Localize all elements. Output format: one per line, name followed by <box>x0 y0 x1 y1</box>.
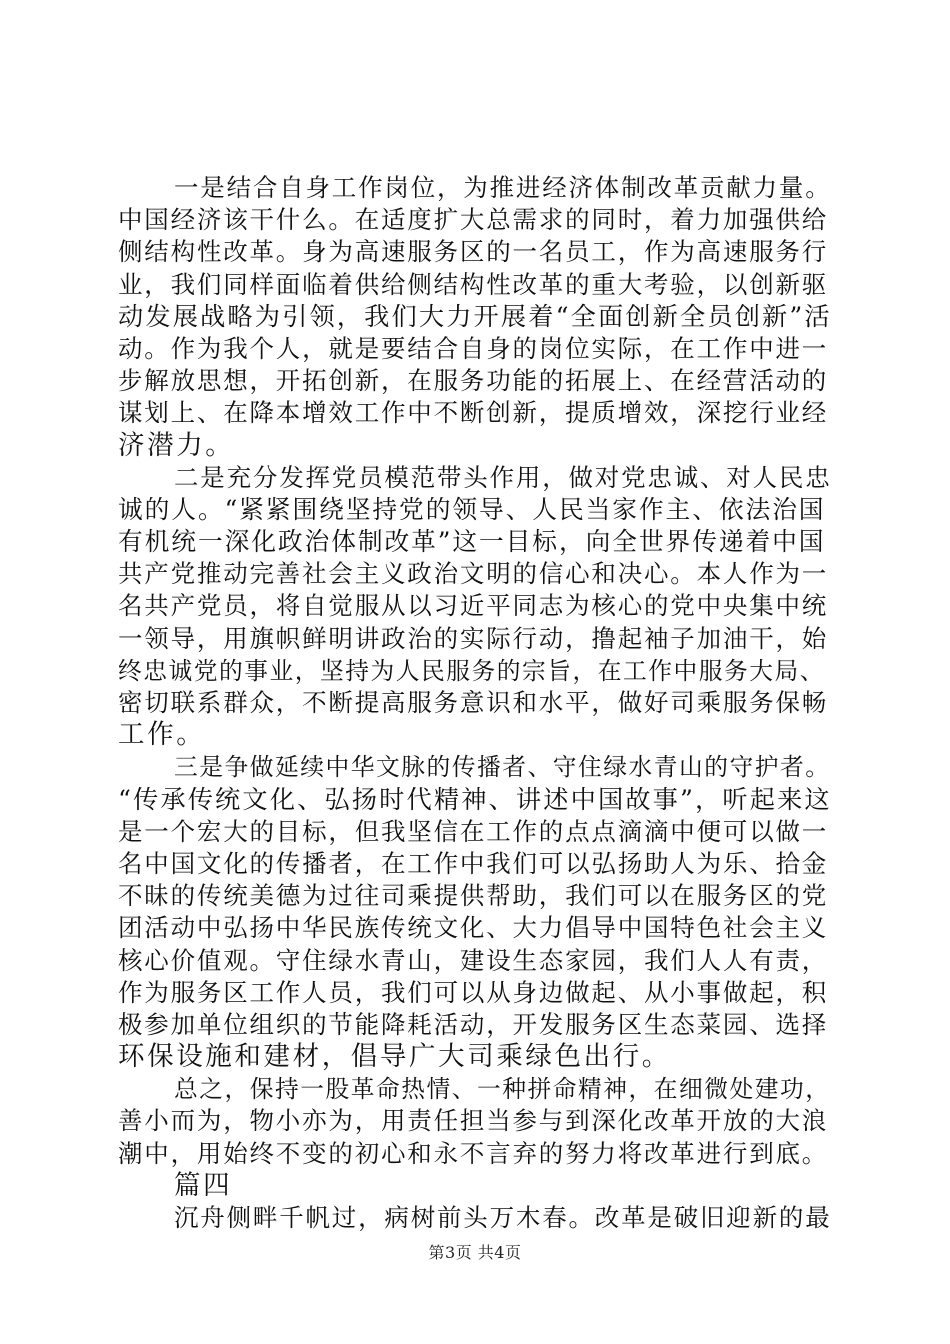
text-line: 环保设施和建材，倡导广大司乘绿色出行。 <box>118 1041 671 1073</box>
text-line: 谋划上、在降本增效工作中不断创新，提质增效，深挖行业经 <box>118 398 829 428</box>
text-line: 步解放思想，开拓创新，在服务功能的拓展上、在经营活动的 <box>118 366 829 396</box>
text-line: 侧结构性改革。身为高速服务区的一名员工，作为高速服务行 <box>118 237 829 267</box>
text-line: 篇四 <box>174 1169 233 1201</box>
text-line: 不昧的传统美德为过往司乘提供帮助，我们可以在服务区的党 <box>118 881 829 911</box>
text-line: 一是结合自身工作岗位，为推进经济体制改革贡献力量。 <box>174 173 832 202</box>
text-line: 极参加单位组织的节能降耗活动，开发服务区生态菜园、选择 <box>118 1009 829 1039</box>
text-line: 一领导，用旗帜鲜明讲政治的实际行动，撸起袖子加油干，始 <box>118 623 829 653</box>
text-line: 核心价值观。守住绿水青山，建设生态家园，我们人人有责， <box>118 945 829 975</box>
text-line: “传承传统文化、弘扬时代精神、讲述中国故事”，听起来这 <box>118 784 832 814</box>
text-line: 是一个宏大的目标，但我坚信在工作的点点滴滴中便可以做一 <box>118 816 829 846</box>
text-line: 动。作为我个人，就是要结合自身的岗位实际，在工作中进一 <box>118 333 829 363</box>
text-line: 动发展战略为引领，我们大力开展着“全面创新全员创新”活 <box>118 301 832 331</box>
text-line: 诚的人。“紧紧围绕坚持党的领导、人民当家作主、依法治国 <box>118 494 826 524</box>
text-line: 中国经济该干什么。在适度扩大总需求的同时，着力加强供给 <box>118 205 829 235</box>
text-line: 业，我们同样面临着供给侧结构性改革的重大考验，以创新驱 <box>118 269 829 299</box>
text-line: 名共产党员，将自觉服从以习近平同志为核心的党中央集中统 <box>118 591 829 621</box>
text-line: 善小而为，物小亦为，用责任担当参与到深化改革开放的大浪 <box>118 1106 829 1136</box>
document-body <box>118 172 834 1234</box>
text-line: 三是争做延续中华文脉的传播者、守住绿水青山的守护者。 <box>174 753 831 782</box>
text-line: 二是充分发挥党员模范带头作用，做对党忠诚、对人民忠 <box>174 462 832 492</box>
page-footer: 第3页 共4页 <box>428 1243 522 1262</box>
text-line: 共产党推动完善社会主义政治文明的信心和决心。本人作为一 <box>118 559 829 589</box>
text-line: 总之，保持一股革命热情、一种拼命精神，在细微处建功， <box>174 1075 831 1104</box>
text-line: 潮中，用始终不变的初心和永不言弃的努力将改革进行到底。 <box>118 1138 829 1168</box>
text-line: 有机统一深化政治体制改革”这一目标，向全世界传递着中国 <box>118 527 826 557</box>
text-line: 终忠诚党的事业，坚持为人民服务的宗旨，在工作中服务大局、 <box>118 656 826 685</box>
text-line: 作为服务区工作人员，我们可以从身边做起、从小事做起，积 <box>118 977 829 1007</box>
text-line: 沉舟侧畔千帆过，病树前头万木春。改革是破旧迎新的最 <box>174 1203 832 1232</box>
text-line: 名中国文化的传播者，在工作中我们可以弘扬助人为乐、拾金 <box>118 848 829 878</box>
text-line: 密切联系群众，不断提高服务意识和水平，做好司乘服务保畅 <box>118 688 829 717</box>
text-line: 团活动中弘扬中华民族传统文化、大力倡导中国特色社会主义 <box>118 913 829 943</box>
text-line: 济潜力。 <box>118 429 235 461</box>
text-line: 工作。 <box>118 719 206 751</box>
